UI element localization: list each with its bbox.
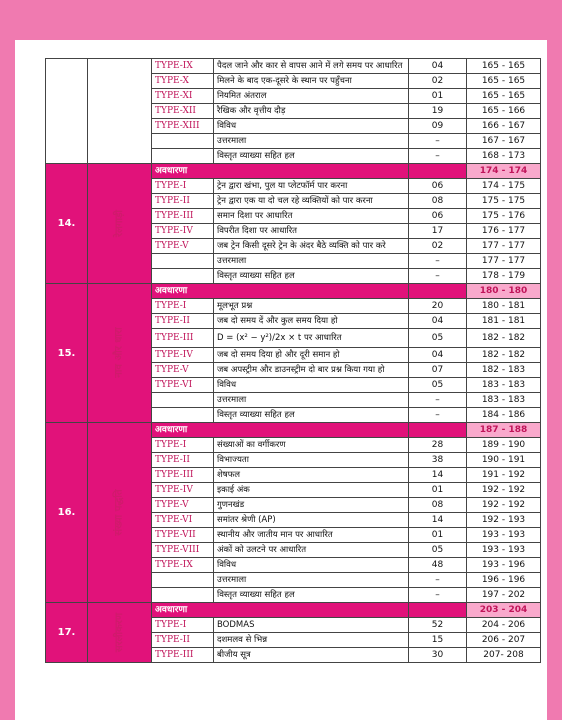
type-label: TYPE-IX [152,558,214,573]
type-label: TYPE-III [152,329,214,348]
topic-label: उत्तरमाला [214,134,409,149]
question-count: 20 [409,299,467,314]
chapter-title-cell [88,423,152,603]
concept-page-range: 174 - 174 [467,164,541,179]
page-range: 165 - 165 [467,89,541,104]
serial-number-cell [46,59,88,164]
concept-count-cell [409,603,467,618]
topic-label: विस्तृत व्याख्या सहित हल [214,408,409,423]
page-range: 182 - 182 [467,329,541,348]
page-range: 181 - 181 [467,314,541,329]
type-label: TYPE-IV [152,348,214,363]
page-range: 165 - 165 [467,74,541,89]
question-count: – [409,269,467,284]
type-label [152,408,214,423]
type-label: TYPE-X [152,74,214,89]
question-count: 02 [409,239,467,254]
page-range: 182 - 183 [467,363,541,378]
type-label: TYPE-XIII [152,119,214,134]
type-label: TYPE-I [152,299,214,314]
question-count: 01 [409,483,467,498]
topic-label: जब अपस्ट्रीम और डाउनस्ट्रीम दो बार प्रश्न किया गया हो [214,363,409,378]
question-count: 04 [409,348,467,363]
topic-label: ट्रेन द्वारा खंभा, पुल या प्लेटफॉर्म पार करना [214,179,409,194]
type-label: TYPE-II [152,194,214,209]
type-label: TYPE-IX [152,59,214,74]
topic-label: विस्तृत व्याख्या सहित हल [214,149,409,164]
page-range: 196 - 196 [467,573,541,588]
type-label: TYPE-VIII [152,543,214,558]
question-count: – [409,393,467,408]
topic-label: संख्याओं का वर्गीकरण [214,438,409,453]
chapter-number: 17. [46,603,88,663]
page-range: 175 - 176 [467,209,541,224]
topic-label: जब ट्रेन किसी दूसरे ट्रेन के अंदर बैठे व्यक्ति को पार करे [214,239,409,254]
type-label: TYPE-V [152,239,214,254]
question-count: – [409,408,467,423]
chapter-number: 14. [46,164,88,284]
topic-label: ट्रेन द्वारा एक या दो चल रहे व्यक्तियों को पार करना [214,194,409,209]
concept-header-row [46,423,541,438]
page-range: 192 - 192 [467,483,541,498]
page-range: 177 - 177 [467,239,541,254]
topic-label: इकाई अंक [214,483,409,498]
page-range: 176 - 177 [467,224,541,239]
question-count: – [409,573,467,588]
page-range: 191 - 192 [467,468,541,483]
type-label [152,149,214,164]
type-label: TYPE-V [152,498,214,513]
question-count: 09 [409,119,467,134]
topic-label: D = (x² − y²)/2x × t पर आधारित [214,329,409,348]
topic-label: नियमित अंतराल [214,89,409,104]
chapter-title: नाव और धारा [114,327,125,378]
question-count: 02 [409,74,467,89]
page-range: 207- 208 [467,648,541,663]
concept-count-cell [409,164,467,179]
topic-label: जब दो समय दिया हो और दूरी समान हो [214,348,409,363]
concept-header-row [46,164,541,179]
page-range: 184 - 186 [467,408,541,423]
page-range: 167 - 167 [467,134,541,149]
question-count: 07 [409,363,467,378]
chapter-title: संख्या पद्धति [113,488,125,536]
question-count: 01 [409,528,467,543]
topic-label: बीजीय सूत्र [214,648,409,663]
page-range: 193 - 196 [467,558,541,573]
type-label: TYPE-IV [152,483,214,498]
topic-label: विभाज्यता [214,453,409,468]
page-range: 189 - 190 [467,438,541,453]
type-label [152,573,214,588]
page-range: 177 - 177 [467,254,541,269]
concept-label: अवधारणा [152,423,409,438]
concept-header-row [46,284,541,299]
topic-label: जब दो समय दें और कुल समय दिया हो [214,314,409,329]
type-label: TYPE-VII [152,528,214,543]
page-range: 166 - 167 [467,119,541,134]
type-label: TYPE-IV [152,224,214,239]
topic-label: उत्तरमाला [214,573,409,588]
topic-label: अंकों को उलटने पर आधारित [214,543,409,558]
contents-table [45,58,541,663]
chapter-number: 15. [46,284,88,423]
question-count: 08 [409,498,467,513]
topic-label: मिलने के बाद एक-दूसरे के स्थान पर पहुँचना [214,74,409,89]
type-label [152,393,214,408]
page-range: 175 - 175 [467,194,541,209]
page-range: 180 - 181 [467,299,541,314]
chapter-number: 16. [46,423,88,603]
question-count: – [409,588,467,603]
question-count: 04 [409,59,467,74]
concept-label: अवधारणा [152,164,409,179]
page-range: 206 - 207 [467,633,541,648]
question-count: – [409,254,467,269]
contents-page [15,40,547,720]
type-label [152,134,214,149]
page-range: 193 - 193 [467,528,541,543]
question-count: 15 [409,633,467,648]
type-label [152,588,214,603]
question-count: – [409,134,467,149]
type-label: TYPE-XII [152,104,214,119]
page-range: 192 - 193 [467,513,541,528]
topic-label: उत्तरमाला [214,254,409,269]
topic-label: विविध [214,378,409,393]
page-range: 165 - 165 [467,59,541,74]
topic-label: उत्तरमाला [214,393,409,408]
question-count: 52 [409,618,467,633]
concept-count-cell [409,284,467,299]
topic-label: विविध [214,558,409,573]
page-range: 168 - 173 [467,149,541,164]
page-range: 193 - 193 [467,543,541,558]
type-label: TYPE-II [152,633,214,648]
type-label [152,269,214,284]
type-label: TYPE-I [152,179,214,194]
topic-label: गुणनखंड [214,498,409,513]
question-count: 14 [409,513,467,528]
concept-page-range: 187 - 188 [467,423,541,438]
question-count: 05 [409,329,467,348]
type-label: TYPE-III [152,648,214,663]
question-count: 19 [409,104,467,119]
type-label: TYPE-VI [152,513,214,528]
page-range: 204 - 206 [467,618,541,633]
concept-page-range: 203 - 204 [467,603,541,618]
page-range: 197 - 202 [467,588,541,603]
type-label: TYPE-I [152,618,214,633]
page-range: 183 - 183 [467,378,541,393]
chapter-title-cell [88,603,152,663]
page-range: 183 - 183 [467,393,541,408]
page-range: 190 - 191 [467,453,541,468]
question-count: 28 [409,438,467,453]
question-count: 30 [409,648,467,663]
type-label: TYPE-V [152,363,214,378]
type-label [152,254,214,269]
topic-label: विविध [214,119,409,134]
question-count: 05 [409,543,467,558]
question-count: 01 [409,89,467,104]
question-count: 06 [409,179,467,194]
question-count: 48 [409,558,467,573]
page-range: 165 - 166 [467,104,541,119]
question-count: 17 [409,224,467,239]
type-label: TYPE-I [152,438,214,453]
type-label: TYPE-III [152,468,214,483]
concept-header-row [46,603,541,618]
page-range: 174 - 175 [467,179,541,194]
topic-label: विपरीत दिशा पर आधारित [214,224,409,239]
type-label: TYPE-XI [152,89,214,104]
chapter-title: सरलीकरण [113,612,125,652]
type-label: TYPE-II [152,314,214,329]
page-range: 182 - 182 [467,348,541,363]
topic-label: समांतर श्रेणी (AP) [214,513,409,528]
page-range: 192 - 192 [467,498,541,513]
chapter-title-cell [88,164,152,284]
question-count: 05 [409,378,467,393]
concept-page-range: 180 - 180 [467,284,541,299]
question-count: 06 [409,209,467,224]
question-count: 14 [409,468,467,483]
topic-label: रैखिक और वृत्तीय दौड़ [214,104,409,119]
chapter-title-cell [88,284,152,423]
table-row [46,59,541,74]
question-count: 04 [409,314,467,329]
question-count: – [409,149,467,164]
chapter-title-cell [88,59,152,164]
chapter-title: रेलगाड़ी [114,209,125,237]
topic-label: मूलभूत प्रश्न [214,299,409,314]
type-label: TYPE-II [152,453,214,468]
topic-label: स्थानीय और जातीय मान पर आधारित [214,528,409,543]
topic-label: समान दिशा पर आधारित [214,209,409,224]
concept-label: अवधारणा [152,284,409,299]
type-label: TYPE-VI [152,378,214,393]
topic-label: BODMAS [214,618,409,633]
topic-label: पैदल जाने और कार से वापस आने में लगे समय पर आधारित [214,59,409,74]
concept-label: अवधारणा [152,603,409,618]
topic-label: दशमलव से भिन्न [214,633,409,648]
topic-label: शेषफल [214,468,409,483]
topic-label: विस्तृत व्याख्या सहित हल [214,588,409,603]
question-count: 08 [409,194,467,209]
page-range: 178 - 179 [467,269,541,284]
topic-label: विस्तृत व्याख्या सहित हल [214,269,409,284]
concept-count-cell [409,423,467,438]
question-count: 38 [409,453,467,468]
type-label: TYPE-III [152,209,214,224]
